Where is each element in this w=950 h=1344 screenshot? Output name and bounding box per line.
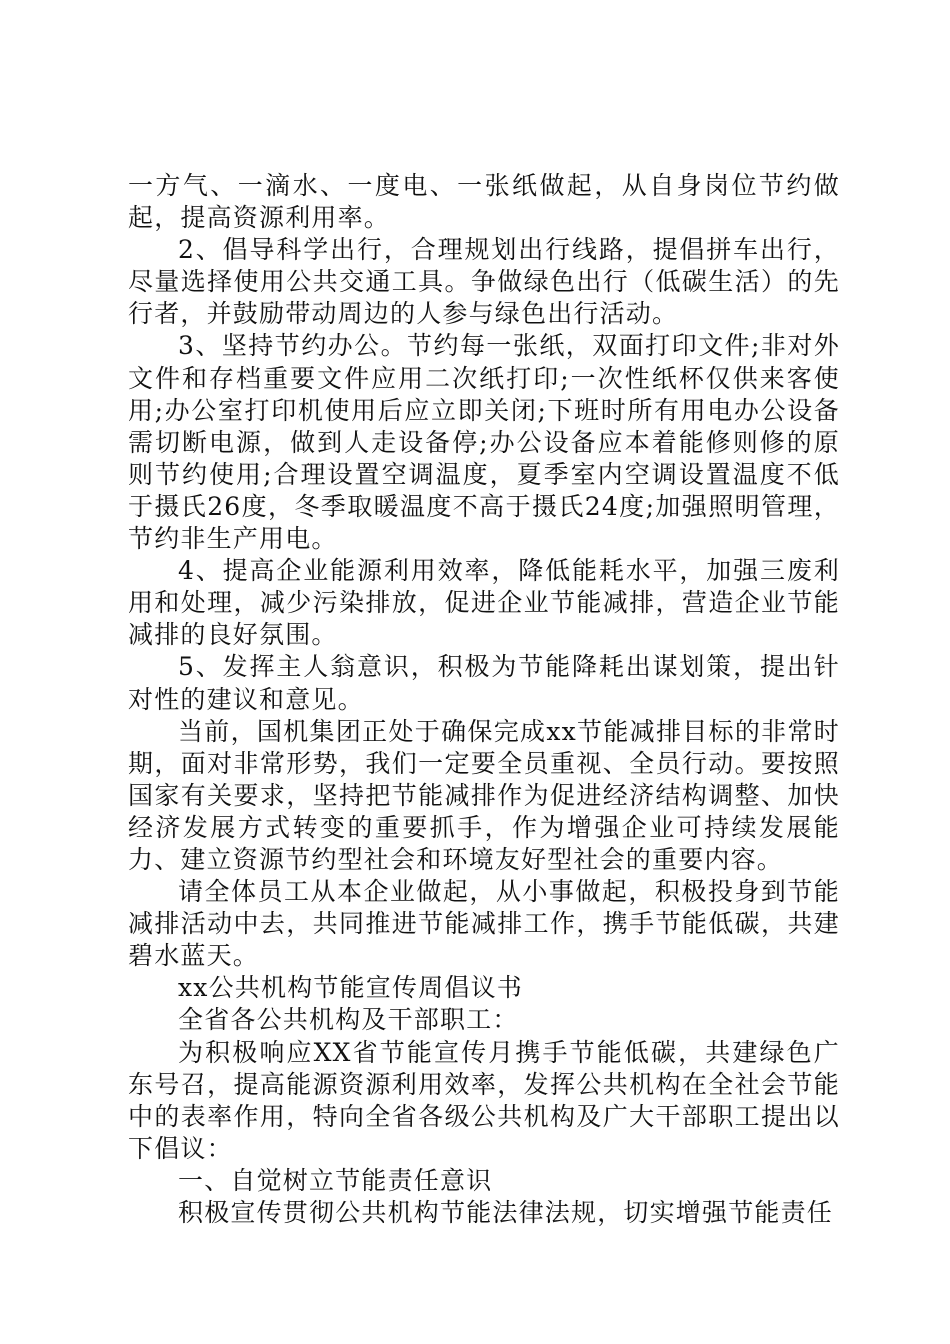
paragraph-1: 一方气、一滴水、一度电、一张纸做起，从自身岗位节约做起，提高资源利用率。 — [128, 171, 840, 233]
paragraph-5: 5、发挥主人翁意识，积极为节能降耗出谋划策，提出针对性的建议和意见。 — [128, 652, 840, 714]
paragraph-3: 3、坚持节约办公。节约每一张纸，双面打印文件;非对外文件和存档重要文件应用二次纸打印;一次性纸杯仅供来客使用;办公室打印机使用后应立即关闭;下班时所有用电办公设备需切断电源，做到人走设备停;办公设备应本着能修则修的原则节约使用;合理设置空调温度，夏季室内空调设置温度不低于摄氏26度，冬季取暖温度不高于摄氏24度;加强照明管理，节约非生产用电。 — [128, 331, 840, 554]
paragraph-4: 4、提高企业能源利用效率，降低能耗水平，加强三废利用和处理，减少污染排放，促进企业节能减排，营造企业节能减排的良好氛围。 — [128, 556, 840, 650]
paragraph-6: 当前，国机集团正处于确保完成xx节能减排目标的非常时期，面对非常形势，我们一定要全员重视、全员行动。要按照国家有关要求，坚持把节能减排作为促进经济结构调整、加快经济发展方式转变的重要抓手，作为增强企业可持续发展能力、建立资源节约型社会和环境友好型社会的重要内容。 — [128, 716, 840, 874]
paragraph-9: 积极宣传贯彻公共机构节能法律法规，切实增强节能责任 — [178, 1198, 834, 1227]
paragraph-7: 请全体员工从本企业做起，从小事做起，积极投身到节能减排活动中去，共同推进节能减排工作，携手节能低碳，共建碧水蓝天。 — [128, 877, 840, 971]
section-title: xx公共机构节能宣传周倡议书 — [178, 973, 523, 1003]
salutation: 全省各公共机构及干部职工： — [178, 1005, 519, 1035]
subheading: 一、自觉树立节能责任意识 — [178, 1165, 493, 1195]
paragraph-8: 为积极响应XX省节能宣传月携手节能低碳，共建绿色广东号召，提高能源资源利用效率，发挥公共机构在全社会节能中的表率作用，特向全省各级公共机构及广大干部职工提出以下倡议： — [128, 1037, 840, 1163]
paragraph-2: 2、倡导科学出行，合理规划出行线路，提倡拼车出行，尽量选择使用公共交通工具。争做绿色出行（低碳生活）的先行者，并鼓励带动周边的人参与绿色出行活动。 — [128, 235, 840, 329]
document-body — [128, 170, 840, 1229]
